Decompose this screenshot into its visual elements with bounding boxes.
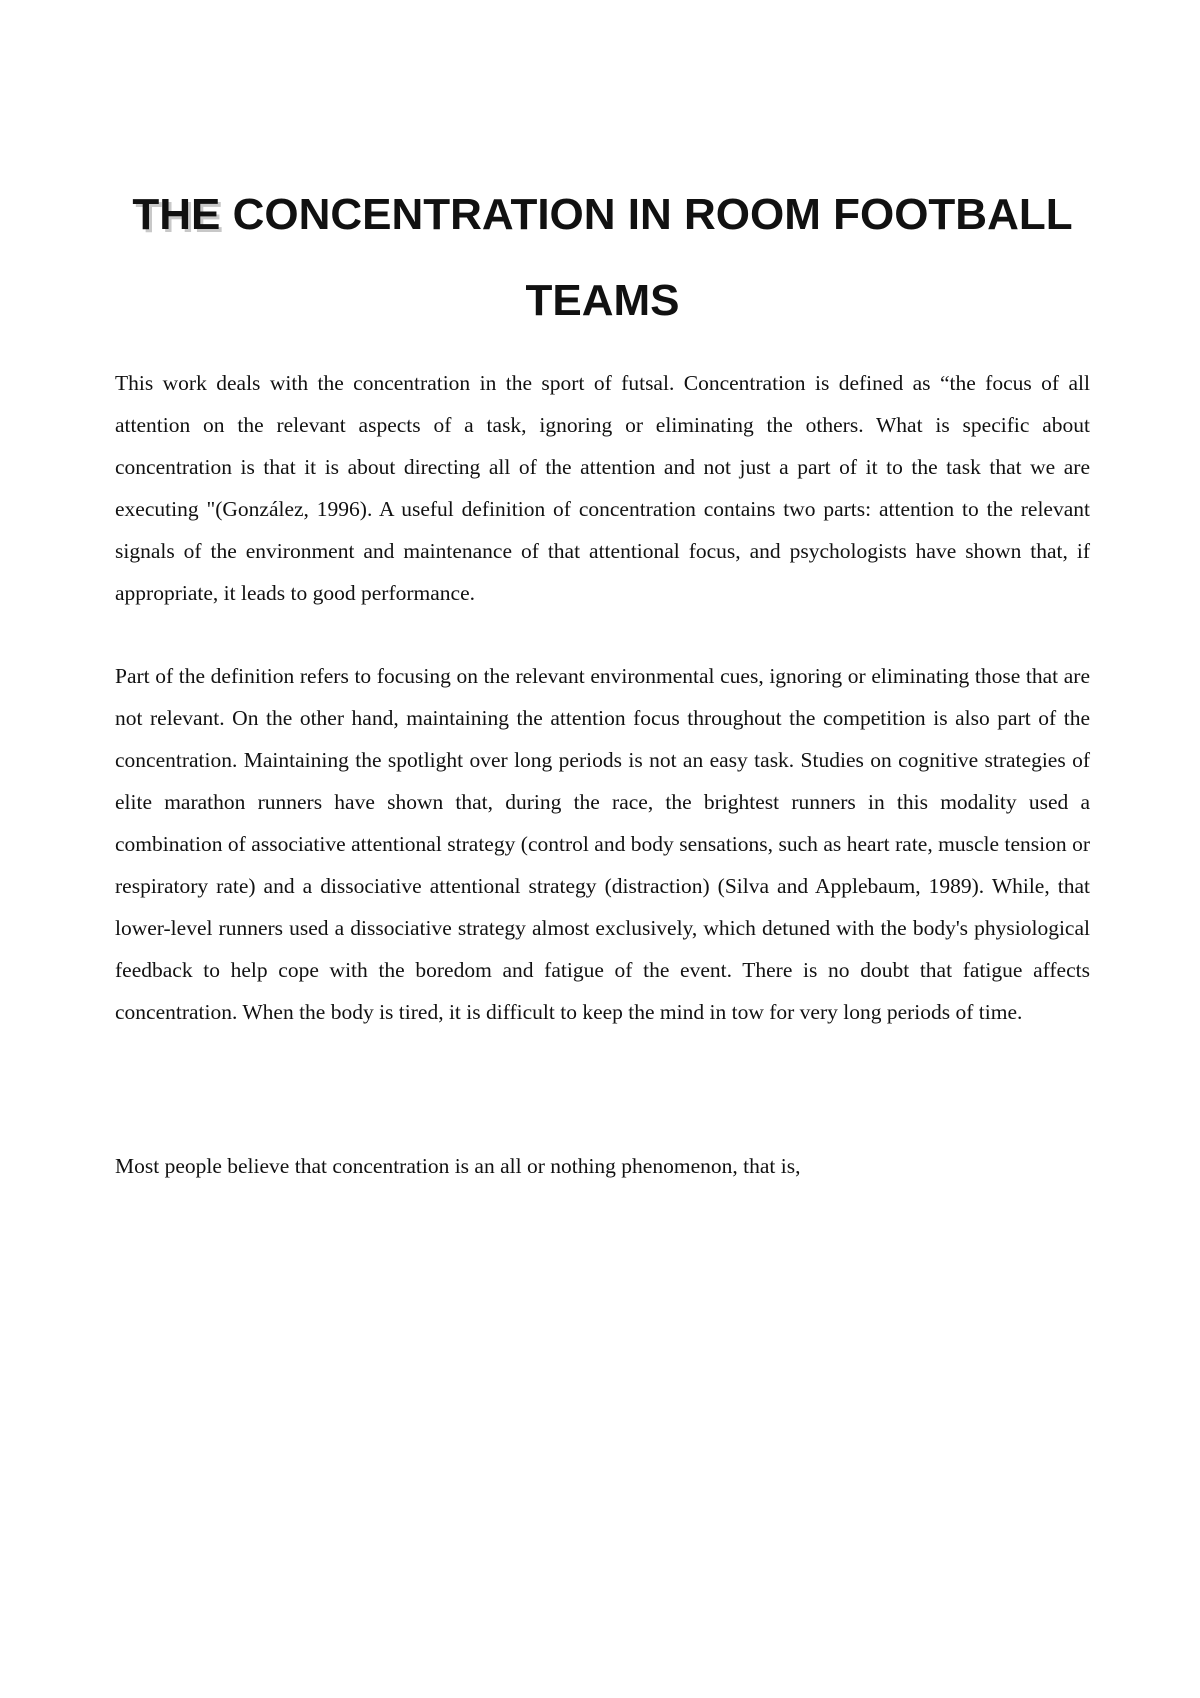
title-first-word: THE <box>132 190 221 239</box>
title-rest: CONCENTRATION IN ROOM FOOTBALL TEAMS <box>232 190 1073 325</box>
paragraph-2: Part of the definition refers to focusing on the relevant environmental cues, ignoring or eliminating those that are not relevant. On the other hand, maintaining the attention focus throughout the competition is also part of the concentration. Maintaining the spotlight over long periods is not an easy task. Studies on cognitive strategies of elite marathon runners have shown that, during the race, the brightest runners in this modality used a combination of associative attentional strategy (control and body sensations, such as heart rate, muscle tension or respiratory rate) and a dissociative attentional strategy (distraction) (Silva and Applebaum, 1989). While, that lower-level runners used a dissociative strategy almost exclusively, which detuned with the body's physiological feedback to help cope with the boredom and fatigue of the event. There is no doubt that fatigue affects concentration. When the body is tired, it is difficult to keep the mind in tow for very long periods of time. <box>115 664 1090 1024</box>
paragraph-1: This work deals with the concentration in the sport of futsal. Concentration is defined as “the focus of all attention on the relevant aspects of a task, ignoring or eliminating the others. What is specific about concentration is that it is about directing all of the attention and not just a part of it to the task that we are executing "(González, 1996). A useful definition of concentration contains two parts: attention to the relevant signals of the environment and maintenance of that attentional focus, and psychologists have shown that, if appropriate, it leads to good performance. <box>115 371 1090 605</box>
paragraph-3: Most people believe that concentration is an all or nothing phenomenon, that is, <box>115 1154 801 1178</box>
document-title <box>115 172 1090 344</box>
